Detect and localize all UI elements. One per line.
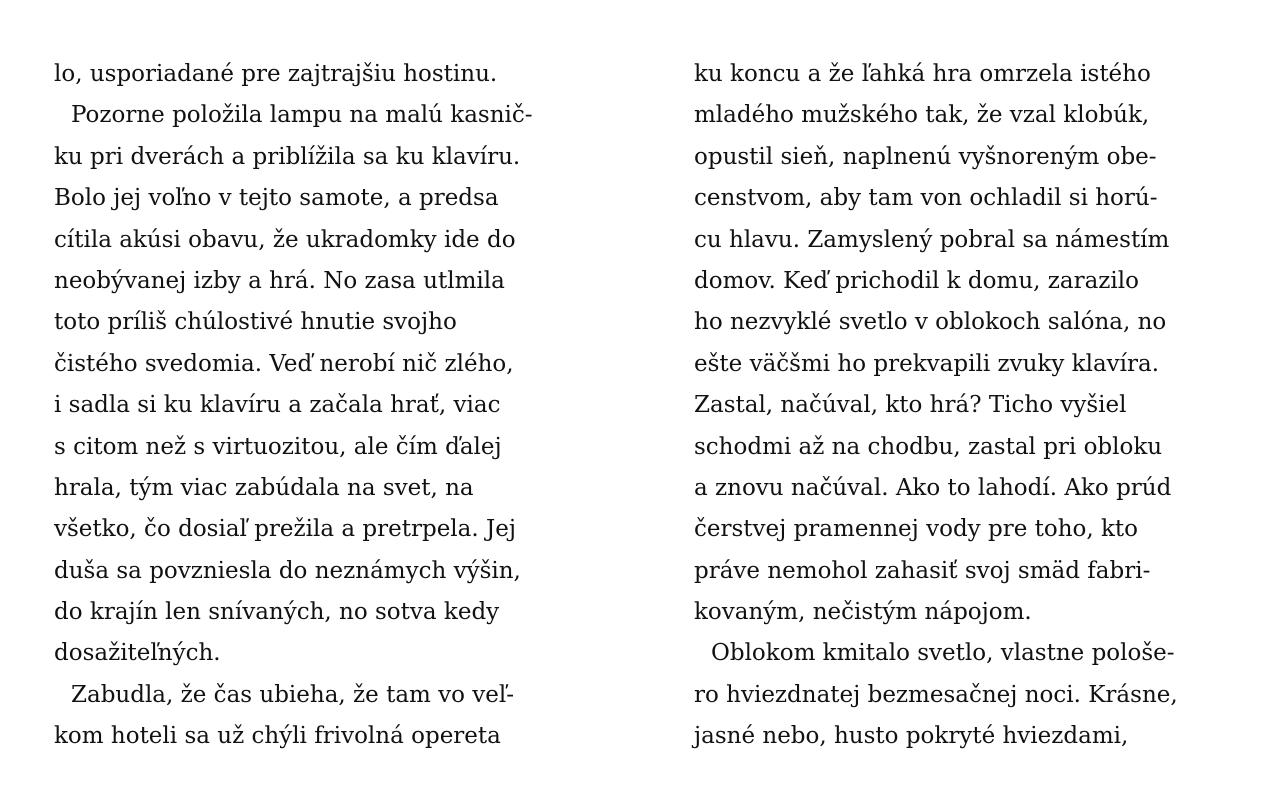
- text-line: dosažiteľných.: [54, 640, 221, 667]
- text-line: neobývanej izby a hrá. No zasa utlmila: [54, 267, 505, 294]
- text-line: kovaným, nečistým nápojom.: [694, 599, 1032, 626]
- text-line: toto príliš chúlostivé hnutie svojho: [54, 309, 457, 336]
- text-line: duša sa povzniesla do neznámych výšin,: [54, 557, 521, 584]
- text-line: čerstvej pramennej vody pre toho, kto: [694, 516, 1139, 543]
- text-line: Zabudla, že čas ubieha, že tam vo veľ-: [71, 681, 515, 708]
- text-line: jasné nebo, husto pokryté hviezdami,: [694, 723, 1129, 750]
- text-line: hrala, tým viac zabúdala na svet, na: [54, 474, 474, 501]
- text-line: i sadla si ku klavíru a začala hrať, viac: [54, 392, 501, 419]
- text-line: Zastal, načúval, kto hrá? Ticho vyšiel: [694, 392, 1127, 419]
- text-line: čistého svedomia. Veď nerobí nič zlého,: [54, 350, 514, 377]
- text-line: ešte väčšmi ho prekvapili zvuky klavíra.: [694, 350, 1160, 377]
- right-text-column: [694, 54, 1254, 758]
- text-line: Bolo jej voľno v tejto samote, a predsa: [54, 185, 499, 212]
- text-line: ku pri dverách a priblížila sa ku klavíru.: [54, 143, 521, 170]
- text-line: práve nemohol zahasiť svoj smäd fabri-: [694, 557, 1151, 584]
- text-line: Pozorne položila lampu na malú kasnič-: [71, 102, 533, 129]
- text-line: censtvom, aby tam von ochladil si horú-: [694, 185, 1158, 212]
- text-line: schodmi až na chodbu, zastal pri obloku: [694, 433, 1163, 460]
- text-line: Oblokom kmitalo svetlo, vlastne pološe-: [711, 640, 1175, 667]
- text-line: mladého mužského tak, že vzal klobúk,: [694, 102, 1150, 129]
- text-line: ho nezvyklé svetlo v oblokoch salóna, no: [694, 309, 1167, 336]
- text-line: a znovu načúval. Ako to lahodí. Ako prúd: [694, 474, 1172, 501]
- text-line: ku koncu a že ľahká hra omrzela istého: [694, 61, 1151, 87]
- text-line: s citom než s virtuozitou, ale čím ďalej: [54, 433, 502, 460]
- text-line: ro hviezdnatej bezmesačnej noci. Krásne,: [694, 681, 1178, 708]
- text-line: všetko, čo dosiaľ prežila a pretrpela. Jej: [54, 516, 516, 543]
- text-line: cítila akúsi obavu, že ukradomky ide do: [54, 226, 516, 253]
- text-line: domov. Keď prichodil k domu, zarazilo: [694, 267, 1139, 294]
- text-line: do krajín len snívaných, no sotva kedy: [54, 599, 500, 626]
- text-line: lo, usporiadané pre zajtrajšiu hostinu.: [54, 61, 498, 87]
- text-line: cu hlavu. Zamyslený pobral sa námestím: [694, 226, 1170, 253]
- left-text-column: [54, 54, 614, 758]
- text-line: kom hoteli sa už chýli frivolná opereta: [54, 723, 501, 750]
- text-line: opustil sieň, naplnenú vyšnoreným obe-: [694, 143, 1157, 170]
